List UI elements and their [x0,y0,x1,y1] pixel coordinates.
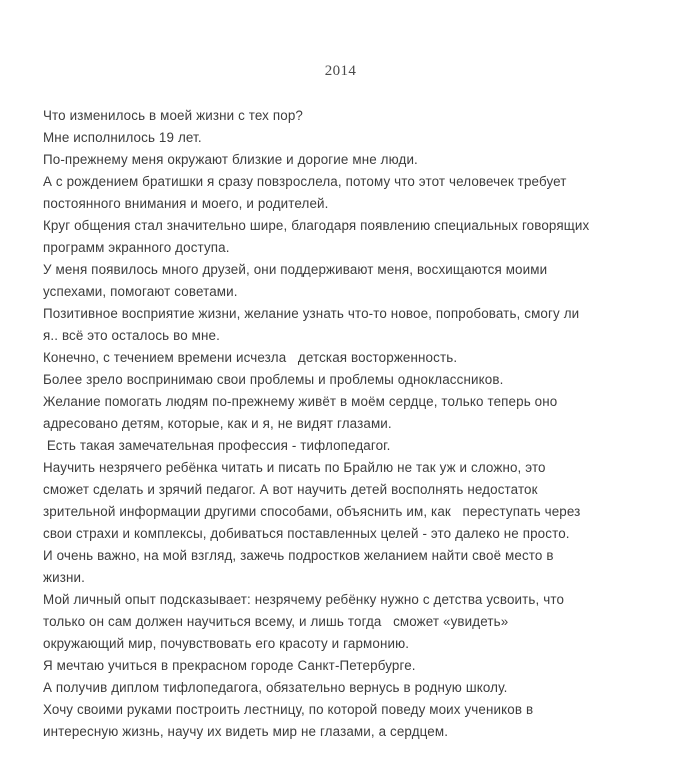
text-line: По-прежнему меня окружают близкие и дорогие мне люди. [43,152,418,167]
text-line: интересную жизнь, научу их видеть мир не глазами, а сердцем. [43,724,449,739]
text-line: Я мечтаю учиться в прекрасном городе Санкт-Петербурге. [43,658,416,673]
text-line: Позитивное восприятие жизни, желание узнать что-то новое, попробовать, смогу ли [43,306,580,321]
text-line: Что изменилось в моей жизни с тех пор? [43,108,303,123]
text-line: Научить незрячего ребёнка читать и писать по Брайлю не так уж и сложно, это [43,460,546,475]
text-line: зрительной информации другими способами, объяснить им, как переступать через [43,504,581,519]
text-line: У меня появилось много друзей, они поддерживают меня, восхищаются моими [43,262,548,277]
text-line: Круг общения стал значительно шире, благодаря появлению специальных говорящих [43,218,590,233]
document-heading-year: 2014 [324,63,357,79]
text-line: постоянного внимания и моего, и родителей. [43,196,329,211]
text-line: жизни. [43,570,85,585]
text-line: Более зрело воспринимаю свои проблемы и проблемы одноклассников. [43,372,504,387]
text-line: Желание помогать людям по-прежнему живёт в моём сердце, только теперь оно [43,394,558,409]
text-line: Хочу своими руками построить лестницу, по которой поведу моих учеников в [43,702,534,717]
text-line: А с рождением братишки я сразу повзрослела, потому что этот человечек требует [43,174,567,189]
text-line: окружающий мир, почувствовать его красоту и гармонию. [43,636,410,651]
text-line: сможет сделать и зрячий педагог. А вот научить детей восполнять недостаток [43,482,538,497]
text-line: адресовано детям, которые, как и я, не видят глазами. [43,416,392,431]
text-line: я.. всё это осталось во мне. [43,328,220,343]
text-line: Есть такая замечательная профессия - тифлопедагог. [43,438,391,453]
text-line: программ экранного доступа. [43,240,230,255]
text-line: Мне исполнилось 19 лет. [43,130,202,145]
text-line: Мой личный опыт подсказывает: незрячему ребёнку нужно с детства усвоить, что [43,592,565,607]
text-line: свои страхи и комплексы, добиваться поставленных целей - это далеко не просто. [43,526,570,541]
text-line: успехами, помогают советами. [43,284,238,299]
text-line: только он сам должен научиться всему, и лишь тогда сможет «увидеть» [43,614,509,629]
text-line: А получив диплом тифлопедагога, обязательно вернусь в родную школу. [43,680,508,695]
document-body [43,105,649,743]
text-line: И очень важно, на мой взгляд, зажечь подростков желанием найти своё место в [43,548,554,563]
text-line: Конечно, с течением времени исчезла детская восторженность. [43,350,458,365]
